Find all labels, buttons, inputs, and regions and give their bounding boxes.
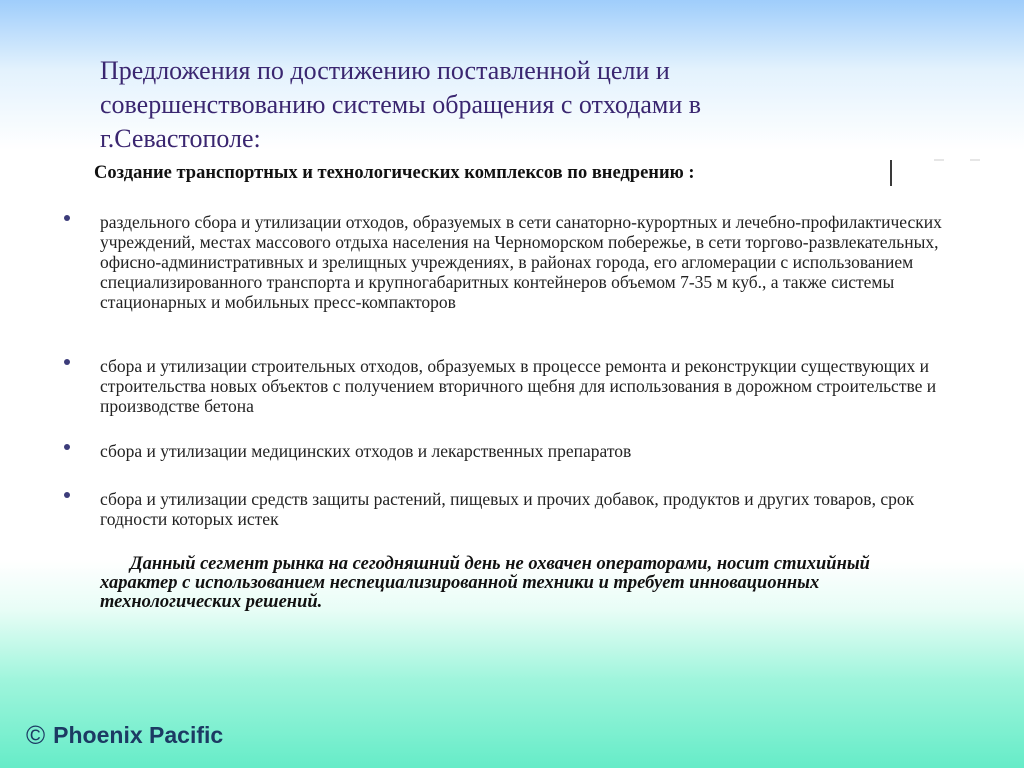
list-item xyxy=(100,356,955,416)
bullet-dot-icon xyxy=(64,215,70,221)
title-line-2: совершенствованию системы обращения с отходами в xyxy=(100,90,702,119)
decorative-dash xyxy=(970,159,980,161)
list-item xyxy=(100,441,955,461)
list-item xyxy=(100,212,955,312)
list-item-text: сбора и утилизации медицинских отходов и лекарственных препаратов xyxy=(100,441,632,461)
conclusion-note: Данный сегмент рынка на сегодняшний день не охвачен операторами, носит стихийный характер с использованием неспециализированной техники и требует инновационных технологических решений. xyxy=(100,554,870,612)
brand-name: Phoenix Pacific xyxy=(53,722,224,748)
slide-subtitle: Создание транспортных и технологических комплексов по внедрению : xyxy=(94,163,695,183)
title-line-3: г.Севастополе: xyxy=(100,124,261,153)
title-line-1: Предложения по достижению поставленной цели и xyxy=(100,56,670,85)
list-item xyxy=(100,489,955,529)
decorative-dash xyxy=(934,159,944,161)
slide-title xyxy=(100,54,860,156)
list-item-text: сбора и утилизации средств защиты растений, пищевых и прочих добавок, продуктов и других товаров, срок годности которых истек xyxy=(100,489,915,529)
bullet-dot-icon xyxy=(64,444,70,450)
list-item-text: сбора и утилизации строительных отходов, образуемых в процессе ремонта и реконструкции существующих и строительства новых объектов с получением вторичного щебня для использования в дорожном строительстве и производстве бетона xyxy=(100,356,937,416)
bullet-dot-icon xyxy=(64,359,70,365)
bullet-dot-icon xyxy=(64,492,70,498)
footer-brand xyxy=(26,720,223,751)
copyright-icon: © xyxy=(26,720,46,750)
text-cursor-mark xyxy=(890,160,892,186)
list-item-text: раздельного сбора и утилизации отходов, образуемых в сети санаторно-курортных и лечебно-профилактических учреждений, местах массового отдыха населения на Черноморском побережье, в сети торгово-развлекательных, офисно-административных и зрелищных учреждениях, в районах города, его агломерации с использованием специализированного транспорта и крупногабаритных контейнеров объемом 7-35 м куб., а также системы стационарных и мобильных пресс-компакторов xyxy=(100,212,942,312)
